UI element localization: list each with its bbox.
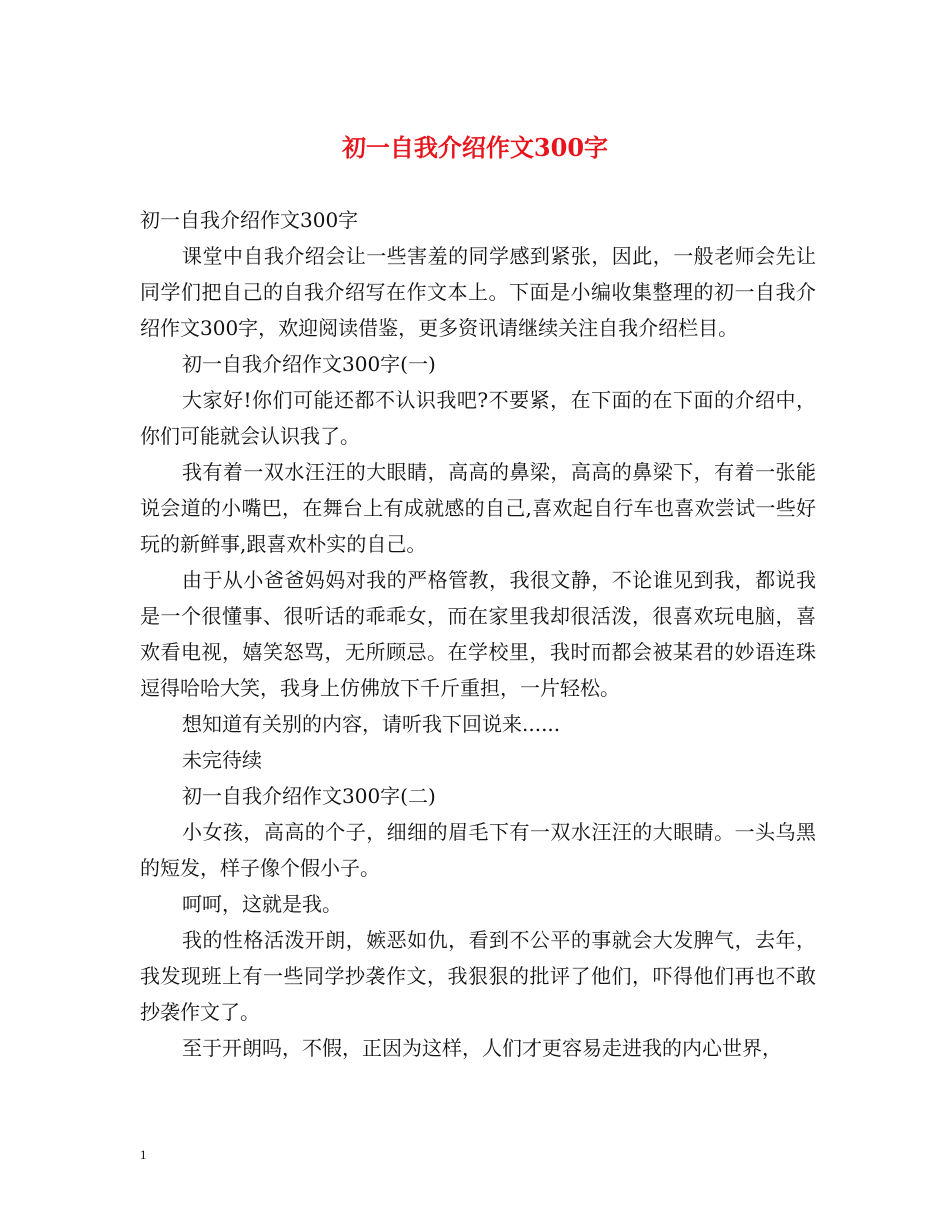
body-paragraph: 我的性格活泼开朗，嫉恶如仇，看到不公平的事就会大发脾气，去年，我发现班上有一些同学抄袭作文，我狠狠的批评了他们，吓得他们再也不敢抄袭作文了。 bbox=[140, 928, 816, 1024]
body-paragraph: 我有着一双水汪汪的大眼睛，高高的鼻梁，高高的鼻梁下，有着一张能说会道的小嘴巴，在舞台上有成就感的自己,喜欢起自行车也喜欢尝试一些好玩的新鲜事,跟喜欢朴实的自己。 bbox=[140, 460, 816, 556]
page-number: 1 bbox=[140, 1147, 147, 1162]
body-paragraph: 想知道有关别的内容，请听我下回说来...... bbox=[182, 712, 561, 736]
body-paragraph: 小女孩，高高的个子，细细的眉毛下有一双水汪汪的大眼睛。一头乌黑的短发，样子像个假小子。 bbox=[140, 820, 816, 880]
section-heading-1: 初一自我介绍作文300字(一) bbox=[182, 352, 436, 376]
body-paragraph: 至于开朗吗，不假，正因为这样，人们才更容易走进我的内心世界， bbox=[182, 1036, 782, 1060]
section-heading-2: 初一自我介绍作文300字(二) bbox=[182, 784, 436, 808]
document-body bbox=[140, 202, 816, 1066]
subtitle-paragraph: 初一自我介绍作文300字 bbox=[140, 208, 359, 232]
document-title: 初一自我介绍作文300字 bbox=[341, 133, 609, 162]
body-paragraph: 呵呵，这就是我。 bbox=[182, 892, 342, 916]
body-paragraph: 大家好!你们可能还都不认识我吧?不要紧，在下面的在下面的介绍中，你们可能就会认识我了。 bbox=[140, 388, 816, 448]
body-paragraph: 由于从小爸爸妈妈对我的严格管教，我很文静，不论谁见到我，都说我是一个很懂事、很听话的乖乖女，而在家里我却很活泼，很喜欢玩电脑，喜欢看电视，嬉笑怒骂，无所顾忌。在学校里，我时而都会被某君的妙语连珠逗得哈哈大笑，我身上仿佛放下千斤重担，一片轻松。 bbox=[140, 568, 816, 700]
intro-paragraph: 课堂中自我介绍会让一些害羞的同学感到紧张，因此，一般老师会先让同学们把自己的自我介绍写在作文本上。下面是小编收集整理的初一自我介绍作文300字，欢迎阅读借鉴，更多资讯请继续关注自我介绍栏目。 bbox=[140, 244, 816, 340]
body-paragraph: 未完待续 bbox=[182, 748, 262, 772]
